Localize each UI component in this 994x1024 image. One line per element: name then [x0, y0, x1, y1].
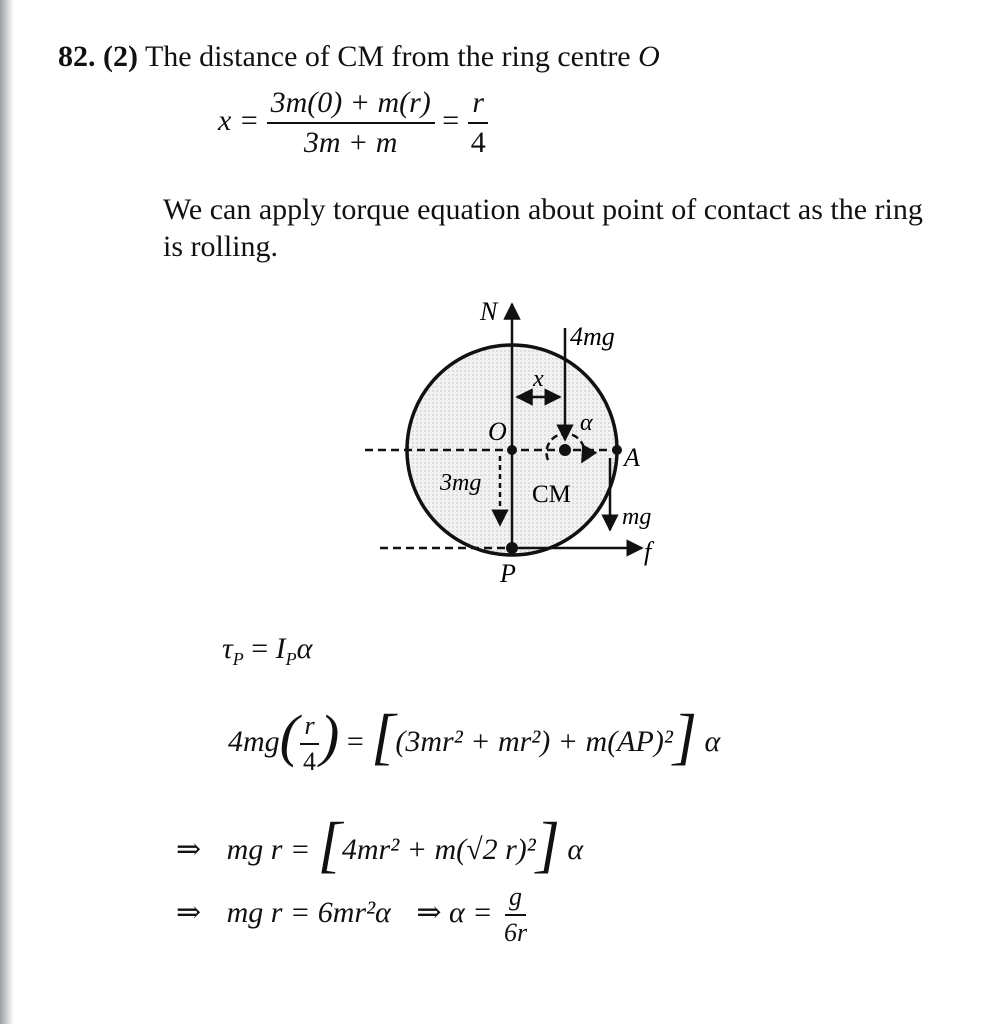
eq1-fraction [267, 88, 435, 158]
eq2-numerator: r [300, 713, 318, 745]
label-P: P [500, 559, 516, 588]
text-line-2: is rolling. [163, 230, 279, 263]
eq2-bracket-content: (3mr² + mr²) + m(AP)² [395, 725, 673, 758]
cm-dot [559, 444, 571, 456]
label-3mg: 3mg [440, 470, 482, 496]
equation-step-3: ⇒ mg r = [4mr² + m(√2 r)²] α [176, 811, 584, 879]
text-line-1: We can apply torque equation about point of contact as the ring [163, 193, 923, 226]
eq1-numerator-2: r [468, 88, 488, 124]
label-N: N [480, 297, 498, 326]
label-CM: CM [532, 481, 571, 508]
eq4-numerator: g [505, 884, 526, 916]
page-edge [0, 0, 14, 1024]
label-4mg: 4mg [570, 322, 615, 351]
eq3-alpha: α [567, 833, 584, 866]
point-A-dot [612, 445, 622, 455]
equation-torque [222, 634, 312, 668]
I-symbol: I [275, 632, 286, 665]
eq2-lhs: 4mg [228, 725, 280, 758]
eq1-fraction-2 [467, 88, 490, 158]
ring-diagram [360, 290, 690, 600]
eq2-alpha: α [704, 725, 721, 758]
eq3-bracket-content: 4mr² + m(√2 r)² [341, 833, 536, 866]
intro-symbol: O [638, 40, 660, 73]
problem-number: 82. [58, 40, 96, 73]
alpha-symbol: α [296, 632, 313, 665]
eq4-denominator: 6r [503, 918, 528, 947]
label-A: A [624, 443, 640, 472]
eq4-fraction [500, 884, 531, 946]
eq4-arrow-2: ⇒ [416, 895, 442, 929]
answer-label: (2) [103, 40, 138, 73]
eq3-arrow: ⇒ [176, 833, 202, 866]
label-f: f [644, 537, 652, 566]
problem-heading [58, 42, 660, 72]
point-P-dot [506, 542, 518, 554]
eq2-fraction [299, 713, 320, 775]
equation-cm-distance [218, 88, 490, 158]
label-mg: mg [622, 504, 652, 530]
eq4-lhs: mg r = 6mr²α [226, 895, 391, 929]
intro-text: The distance of CM from the ring centre [144, 40, 631, 73]
eq3-lhs: mg r = [226, 833, 311, 866]
equation-torque-expanded: 4mg( $\frac{r}{4}$ ) = [(3mr² + mr²) + m(AP)²] α [228, 703, 721, 777]
eq1-lhs: x = [218, 103, 260, 137]
eq2-equals: = [346, 725, 364, 758]
label-O: O [488, 417, 507, 446]
label-x: x [533, 366, 544, 392]
eq4-alpha-eq: α = [448, 895, 493, 929]
tau-symbol: τ [222, 632, 233, 665]
label-alpha: α [580, 410, 593, 436]
eq2-denominator: 4 [303, 747, 316, 777]
torque-equals: = [251, 632, 269, 665]
I-subscript: P [285, 649, 297, 669]
eq1-equals: = [442, 103, 460, 137]
eq1-numerator: 3m(0) + m(r) [267, 88, 435, 124]
eq1-denominator: 3m + m [303, 126, 398, 159]
tau-subscript: P [232, 649, 244, 669]
equation-final [176, 884, 531, 946]
eq1-denominator-2: 4 [470, 126, 486, 159]
eq4-arrow: ⇒ [176, 895, 202, 929]
centre-O-dot [507, 445, 517, 455]
